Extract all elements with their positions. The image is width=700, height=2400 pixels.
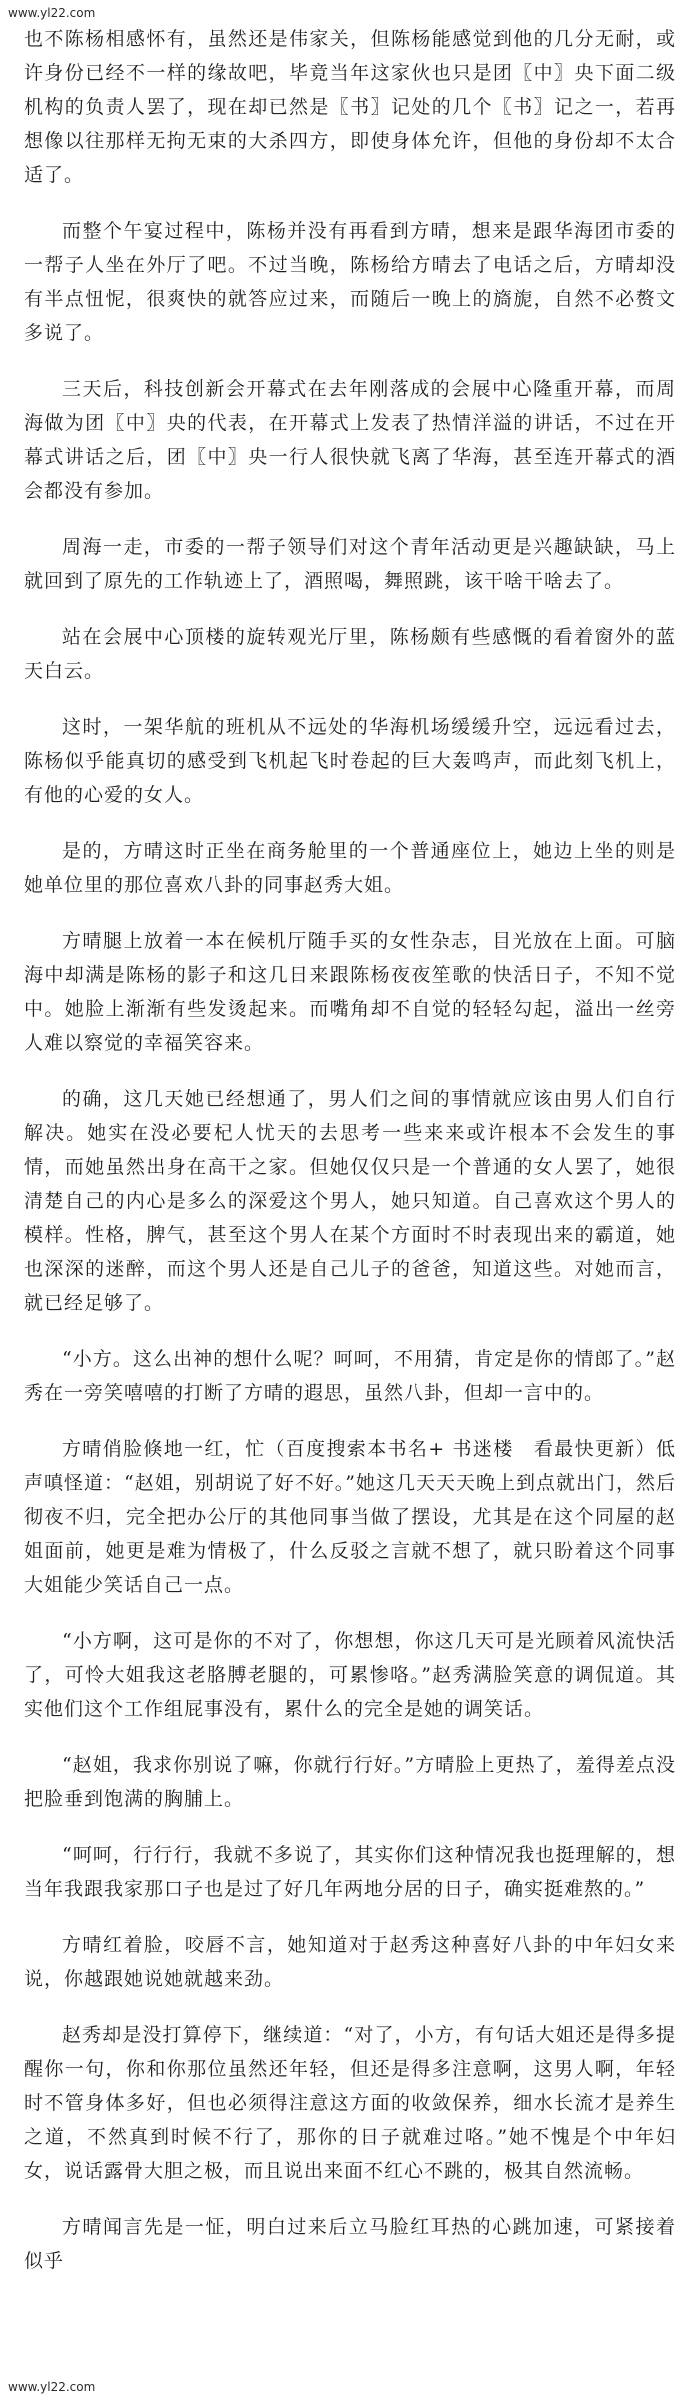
paragraph-5: 站在会展中心顶楼的旋转观光厅里，陈杨颇有些感慨的看着窗外的蓝天白云。 xyxy=(24,626,676,682)
paragraph-6: 这时，一架华航的班机从不远处的华海机场缓缓升空，远远看过去，陈杨似乎能真切的感受到飞机起飞时卷起的巨大轰鸣声，而此刻飞机上，有他的心爱的女人。 xyxy=(24,716,676,806)
paragraph-17: 方晴闻言先是一怔，明白过来后立马脸红耳热的心跳加速，可紧接着似乎 xyxy=(24,2216,676,2272)
paragraph-1: 也不陈杨相感怀有，虽然还是伟家关，但陈杨能感觉到他的几分无耐，或许身份已经不一样的缘故吧，毕竟当年这家伙也只是团〖中〗央下面二级机构的负责人罢了，现在却已然是〖书〗记处的几个〖书〗记之一，若再想像以往那样无拘无束的大杀四方，即使身体允许，但他的身份却不太合适了。 xyxy=(24,28,676,186)
paragraph-16: 赵秀却是没打算停下，继续道：“对了，小方，有句话大姐还是得多提醒你一句，你和你那位虽然还年轻，但还是得多注意啊，这男人啊，年轻时不管身体多好，但也必须得注意这方面的收敛保养，细水长流才是养生之道，不然真到时候不行了，那你的日子就难过咯。”她不愧是个中年妇女，说话露骨大胆之极，而且说出来面不红心不跳的，极其自然流畅。 xyxy=(24,2024,676,2182)
paragraph-12: “小方啊，这可是你的不对了，你想想，你这几天可是光顾着风流快活了，可怜大姐我这老胳膊老腿的，可累惨咯。”赵秀满脸笑意的调侃道。其实他们这个工作组屁事没有，累什么的完全是她的调笑话。 xyxy=(24,1630,676,1720)
site-watermark-bottom: www.yl22.com xyxy=(8,2380,96,2394)
paragraph-2: 而整个午宴过程中，陈杨并没有再看到方晴，想来是跟华海团市委的一帮子人坐在外厅了吧。不过当晚，陈杨给方晴去了电话之后，方晴却没有半点忸怩，很爽快的就答应过来，而随后一晚上的旖旎，自然不必赘文多说了。 xyxy=(24,220,676,344)
paragraph-8: 方晴腿上放着一本在候机厅随手买的女性杂志，目光放在上面。可脑海中却满是陈杨的影子和这几日来跟陈杨夜夜笙歌的快活日子，不知不觉中。她脸上渐渐有些发烫起来。而嘴角却不自觉的轻轻勾起，溢出一丝旁人难以察觉的幸福笑容来。 xyxy=(24,930,676,1054)
paragraph-7: 是的，方晴这时正坐在商务舱里的一个普通座位上，她边上坐的则是她单位里的那位喜欢八卦的同事赵秀大姐。 xyxy=(24,840,676,896)
paragraph-14: “呵呵，行行行，我就不多说了，其实你们这种情况我也挺理解的，想当年我跟我家那口子也是过了好几年两地分居的日子，确实挺难熬的。” xyxy=(24,1844,676,1900)
paragraph-15: 方晴红着脸，咬唇不言，她知道对于赵秀这种喜好八卦的中年妇女来说，你越跟她说她就越来劲。 xyxy=(24,1934,676,1990)
paragraph-11: 方晴俏脸倏地一红，忙（百度搜索本书名+ 书迷楼 看最快更新）低声嗔怪道：“赵姐，别胡说了好不好。”她这几天天天晚上到点就出门，然后彻夜不归，完全把办公厅的其他同事当做了摆设，尤其是在这个同屋的赵姐面前，她更是难为情极了，什么反驳之言就不想了，就只盼着这个同事大姐能少笑话自己一点。 xyxy=(24,1438,676,1596)
paragraph-9: 的确，这几天她已经想通了，男人们之间的事情就应该由男人们自行解决。她实在没必要杞人忧天的去思考一些来来或许根本不会发生的事情，而她虽然出身在高干之家。但她仅仅只是一个普通的女人罢了，她很清楚自己的内心是多么的深爱这个男人，她只知道。自己喜欢这个男人的模样。性格，脾气，甚至这个男人在某个方面时不时表现出来的霸道，她也深深的迷醉，而这个男人还是自己儿子的爸爸，知道这些。对她而言，就已经足够了。 xyxy=(24,1088,676,1314)
paragraph-10: “小方。这么出神的想什么呢？呵呵，不用猜，肯定是你的情郎了。”赵秀在一旁笑嘻嘻的打断了方晴的遐思，虽然八卦，但却一言中的。 xyxy=(24,1348,676,1404)
paragraph-3: 三天后，科技创新会开幕式在去年刚落成的会展中心隆重开幕，而周海做为团〖中〗央的代表，在开幕式上发表了热情洋溢的讲话，不过在开幕式讲话之后，团〖中〗央一行人很快就飞离了华海，甚至连开幕式的酒会都没有参加。 xyxy=(24,378,676,502)
paragraph-4: 周海一走，市委的一帮子领导们对这个青年活动更是兴趣缺缺，马上就回到了原先的工作轨迹上了，酒照喝，舞照跳，该干啥干啥去了。 xyxy=(24,536,676,592)
site-watermark-top: www.yl22.com xyxy=(8,6,96,20)
paragraph-13: “赵姐，我求你别说了嘛，你就行行好。”方晴脸上更热了，羞得差点没把脸垂到饱满的胸脯上。 xyxy=(24,1754,676,1810)
